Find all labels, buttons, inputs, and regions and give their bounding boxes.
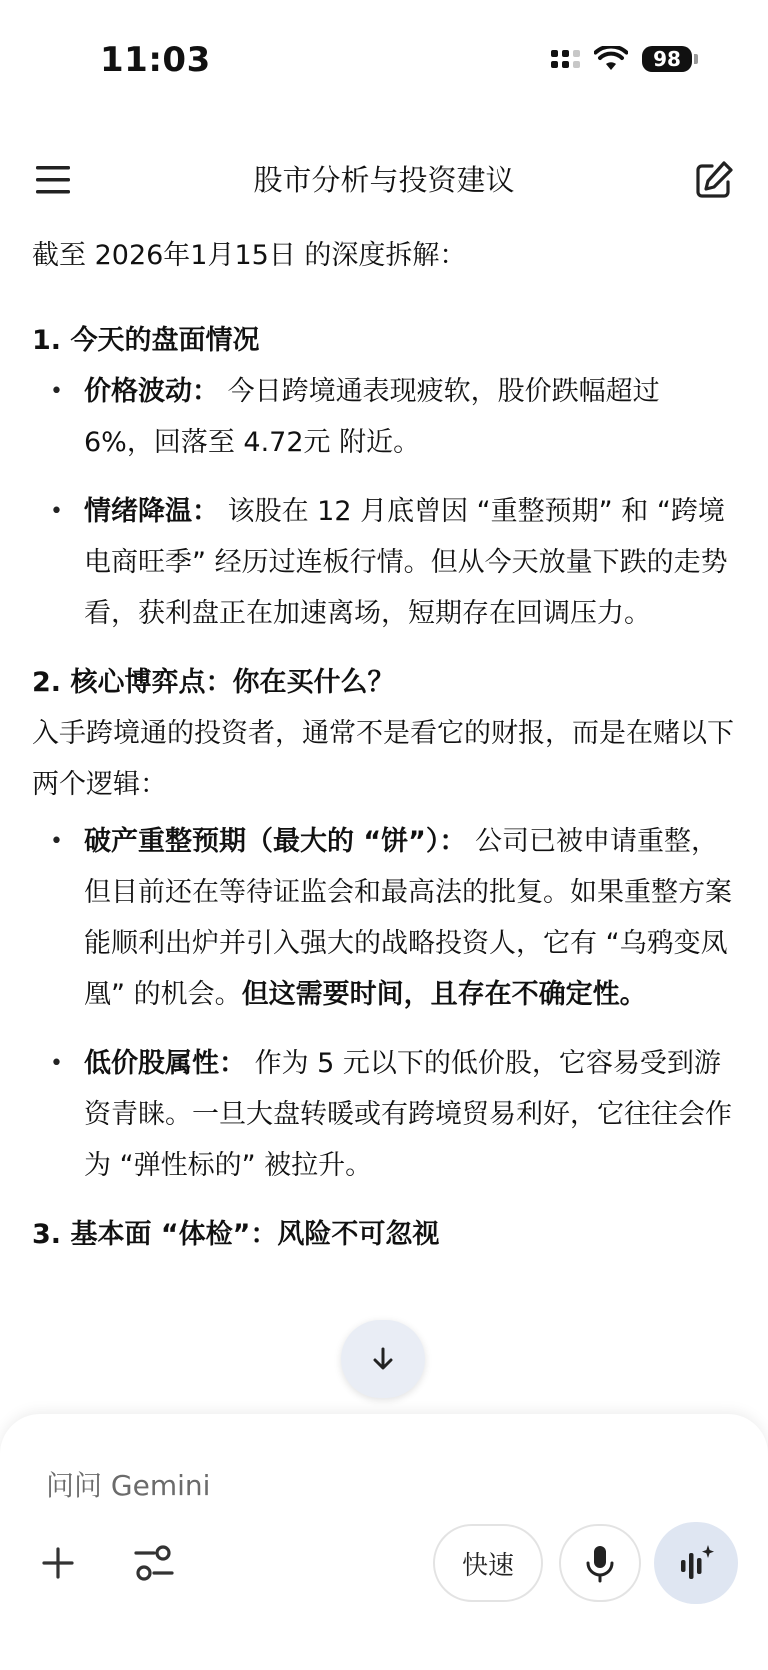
list-item	[32, 366, 736, 468]
bullet-text: 公司已被申请重整，但目前还在等待证监会和最高法的批复。如果重整方案能顺利出炉并引入强大的战略投资人，它有 “乌鸦变凤凰” 的机会。	[84, 826, 732, 1010]
section-title-3: 3. 基本面 “体检”：风险不可忽视	[32, 1219, 440, 1250]
voice-input-button[interactable]	[559, 1524, 641, 1602]
live-mode-button[interactable]	[654, 1522, 738, 1604]
status-indicators	[551, 46, 698, 72]
list-item	[32, 816, 736, 1020]
cellular-signal-icon	[551, 50, 580, 68]
status-bar	[0, 0, 768, 120]
mic-icon	[583, 1543, 617, 1583]
list-item	[32, 1038, 736, 1191]
mode-fast-button[interactable]: 快速	[433, 1524, 543, 1602]
section-2-paragraph: 入手跨境通的投资者，通常不是看它的财报，而是在赌以下两个逻辑：	[32, 718, 734, 800]
edit-icon	[690, 156, 738, 204]
section-1-list	[32, 366, 736, 639]
prompt-input[interactable]: 问问 Gemini	[46, 1469, 211, 1502]
bullet-text: 作为 5 元以下的低价股，它容易受到游资青睐。一旦大盘转暖或有跨境贸易利好，它往往会作为 “弹性标的” 被拉升。	[84, 1048, 732, 1181]
bullet-label: 低价股属性：	[84, 1048, 246, 1079]
plus-icon	[36, 1541, 80, 1585]
bullet-text: 该股在 12 月底曾因 “重整预期” 和 “跨境电商旺季” 经历过连板行情。但从今天放量下跌的走势看，获利盘正在加速离场，短期存在回调压力。	[84, 496, 728, 629]
section-title-1: 1. 今天的盘面情况	[32, 325, 260, 356]
bullet-label: 价格波动：	[84, 376, 219, 407]
battery-tip	[694, 54, 698, 64]
tools-button[interactable]	[132, 1541, 176, 1585]
tools-icon	[132, 1541, 176, 1585]
add-attachment-button[interactable]	[36, 1541, 80, 1585]
status-time: 11:03	[100, 40, 211, 80]
wifi-icon	[594, 46, 628, 72]
scroll-to-bottom-button[interactable]	[341, 1320, 425, 1398]
intro-text: 截至 2026年1月15日 的深度拆解：	[32, 240, 467, 271]
section-title-2: 2. 核心博弈点：你在买什么？	[32, 667, 395, 698]
live-icon	[676, 1543, 716, 1583]
response-content	[32, 230, 736, 1260]
app-header	[0, 140, 768, 220]
section-2-list	[32, 816, 736, 1191]
bullet-label: 破产重整预期（最大的 “饼”）：	[84, 826, 467, 857]
bullet-text: 今日跨境通表现疲软，股价跌幅超过 6%，回落至 4.72元 附近。	[84, 376, 660, 458]
list-item	[32, 486, 736, 639]
bullet-bold-tail: 但这需要时间，且存在不确定性。	[241, 979, 647, 1010]
battery-icon: 98	[642, 46, 692, 72]
arrow-down-icon	[369, 1345, 397, 1373]
prompt-composer	[0, 1414, 768, 1670]
bullet-label: 情绪降温：	[84, 496, 219, 527]
page-title: 股市分析与投资建议	[253, 163, 515, 197]
new-chat-button[interactable]	[690, 156, 738, 204]
